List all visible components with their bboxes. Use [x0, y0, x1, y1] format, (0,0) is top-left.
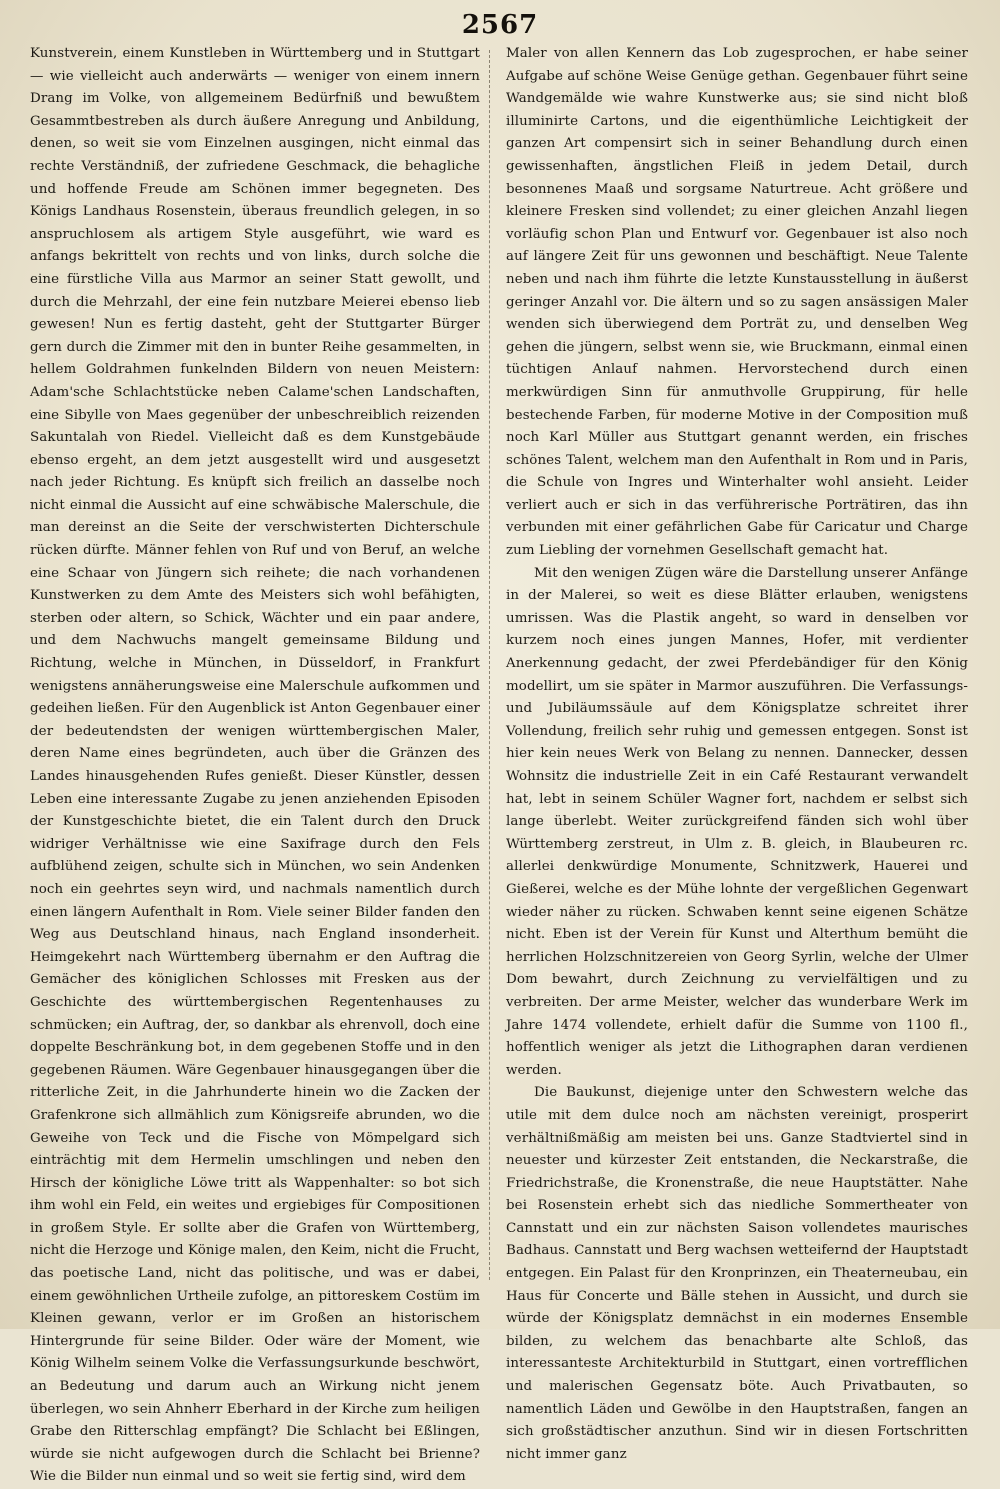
page-number: 2567 — [461, 10, 539, 40]
left-paragraph-1: Kunstverein, einem Kunstleben in Württemberg und in Stuttgart — wie vielleicht auch anderwärts — weniger von einem innern Drang im Volke, von allgemeinem Bedürfniß und bewußtem Gesammtbestreben als durch äußere Anregung und Anbildung, denen, so weit sie vom Einzelnen ausgingen, nicht einmal das rechte Verständniß, der zufriedene Geschmack, die behagliche und hoffende Freude am Schönen immer begegneten. Des Königs Landhaus Rosenstein, überaus freundlich gelegen, in so anspruchlosem als artigem Style ausgeführt, wie ward es anfangs bekrittelt von rechts und von links, durch solche die eine fürstliche Villa aus Marmor an seiner Statt gewollt, und durch die Mehrzahl, der eine fein nutzbare Meierei ebenso lieb gewesen! Nun es fertig dasteht, geht der Stuttgarter Bürger gern durch die Zimmer mit den in bunter Reihe gesammelten, in hellem Goldrahmen funkelnden Bildern von neuen Meistern: Adam'sche Schlachtstücke neben Calame'schen Landschaften, eine Sibylle von Maes gegenüber der unbeschreiblich reizenden Sakuntalah von Riedel. Vielleicht daß es dem Kunstgebäude ebenso ergeht, an dem jetzt ausgestellt wird und ausgesetzt nach jeder Richtung. Es knüpft sich freilich an dasselbe noch nicht einmal die Aussicht auf eine schwäbische Malerschule, die man dereinst an die Seite der verschwisterten Dichterschule rücken dürfte. Männer fehlen von Ruf und von Beruf, an welche eine Schaar von Jüngern sich reihete; die nach vorhandenen Kunstwerken zu dem Amte des Meisters sich wohl befähigten, sterben oder altern, so Schick, Wächter und ein paar andere, und dem Nachwuchs mangelt gemeinsame Bildung und Richtung, welche in München, in Düsseldorf, in Frankfurt wenigstens annäherungsweise eine Malerschule aufkommen und gedeihen ließen. Für den Augenblick ist Anton Gegenbauer einer der bedeutendsten der wenigen württembergischen Maler, deren Name eines begründeten, auch über die Gränzen des Landes hinausgehenden Rufes genießt. Dieser Künstler, dessen Leben eine interessante Zugabe zu jenen anziehenden Episoden der Kunstgeschichte bietet, die ein Talent durch den Druck widriger Verhältnisse wie eine Saxifrage durch den Fels aufblühend zeigen, schulte sich in München, wo sein Andenken noch ein geehrtes seyn wird, und nachmals namentlich durch einen längern Aufenthalt in Rom. Viele seiner Bilder fanden den Weg aus Deutschland hinaus, nach England insonderheit. Heimgekehrt nach Württemberg übernahm er den Auftrag die Gemächer des königlichen Schlosses mit Fresken aus der Geschichte des württembergischen Regentenhauses zu schmücken; ein Auftrag, der, so dankbar als ehrenvoll, doch eine doppelte Beschränkung bot, in dem gegebenen Stoffe und in den gegebenen Räumen. Wäre Gegenbauer hinausgegangen über die ritterliche Zeit, in die Jahrhunderte hinein wo die Zacken der Grafenkrone sich allmählich zum Königsreife abrunden, wo die Geweihe von Teck und die Fische von Mömpelgard sich einträchtig mit dem Hermelin umschlingen und neben den Hirsch der königliche Löwe tritt als Wappenhalter: so bot sich ihm wohl ein Feld, ein weites und ergiebiges für Compositionen in großem Style. Er sollte aber die Grafen von Württemberg, nicht die Herzoge und Könige malen, den Keim, nicht die Frucht, das poetische Land, nicht das politische, und was er dabei, einem gewöhnlichen Urtheile zufolge, an pittoreskem Costüm im Kleinen gewann, verlor er im Großen an historischem Hintergrunde für seine Bilder. Oder wäre der Moment, wie König Wilhelm seinem Volke die Verfassungsurkunde beschwört, an Bedeutung und darum auch an Wirkung nicht jenem überlegen, wo sein Ahnherr Eberhard in der Kirche zum heiligen Grabe den Ritterschlag empfängt? Die Schlacht bei Eßlingen, würde sie nicht aufgewogen durch die Schlacht bei Brienne? Wie die Bilder nun einmal und so weit sie fertig sind, wird dem — [30, 46, 480, 1485]
column-divider — [489, 50, 490, 1280]
right-column — [506, 43, 968, 1466]
right-paragraph-3: Die Baukunst, diejenige unter den Schwestern welche das utile mit dem dulce noch am nächsten vereinigt, prosperirt verhältnißmäßig am meisten bei uns. Ganze Stadtviertel sind in neuester und kürzester Zeit entstanden, die Neckarstraße, die Friedrichstraße, die Kronenstraße, die neue Hauptstätter. Nahe bei Rosenstein erhebt sich das niedliche Sommertheater von Cannstatt und ein zur nächsten Saison vollendetes maurisches Badhaus. Cannstatt und Berg wachsen wetteifernd der Hauptstadt entgegen. Ein Palast für den Kronprinzen, ein Theaterneubau, ein Haus für Concerte und Bälle stehen in Aussicht, und durch sie würde der Königsplatz demnächst in ein modernes Ensemble bilden, zu welchem das benachbarte alte Schloß, das interessanteste Architekturbild in Stuttgart, einen vortrefflichen und malerischen Gegensatz böte. Auch Privatbauten, so namentlich Läden und Gewölbe in den Hauptstraßen, fangen an sich großstädtischer anzuthun. Sind wir in diesen Fortschritten nicht immer ganz — [506, 1085, 968, 1462]
left-column — [30, 43, 480, 1489]
right-paragraph-1: Maler von allen Kennern das Lob zugesprochen, er habe seiner Aufgabe auf schöne Weise Genüge gethan. Gegenbauer führt seine Wandgemälde wie wahre Kunstwerke aus; sie sind nicht bloß illuminirte Cartons, und die eigenthümliche Leichtigkeit der ganzen Art compensirt sich in seiner Behandlung durch einen gewissenhaften, ängstlichen Fleiß in jedem Detail, durch besonnenes Maaß und sorgsame Naturtreue. Acht größere und kleinere Fresken sind vollendet; zu einer gleichen Anzahl liegen vorläufig schon Plan und Entwurf vor. Gegenbauer ist also noch auf längere Zeit für uns gewonnen und beschäftigt. Neue Talente neben und nach ihm führte die letzte Kunstausstellung in äußerst geringer Anzahl vor. Die ältern und so zu sagen ansässigen Maler wenden sich überwiegend dem Porträt zu, und denselben Weg gehen die jüngern, selbst wenn sie, wie Bruckmann, einmal einen tüchtigen Anlauf nahmen. Hervorstechend durch einen merkwürdigen Sinn für anmuthvolle Gruppirung, für helle bestechende Farben, für moderne Motive in der Composition muß noch Karl Müller aus Stuttgart genannt werden, ein frisches schönes Talent, welchem man den Aufenthalt in Rom und in Paris, die Schule von Ingres und Winterhalter wohl ansieht. Leider verliert auch er sich in das verführerische Porträtiren, das ihn verbunden mit einer gefährlichen Gabe für Caricatur und Charge zum Liebling der vornehmen Gesellschaft gemacht hat. — [506, 46, 968, 559]
right-paragraph-2: Mit den wenigen Zügen wäre die Darstellung unserer Anfänge in der Malerei, so weit es diese Blätter erlauben, wenigstens umrissen. Was die Plastik angeht, so ward in denselben vor kurzem noch eines jungen Mannes, Hofer, mit verdienter Anerkennung gedacht, der zwei Pferdebändiger für den König modellirt, um sie später in Marmor auszuführen. Die Verfassungs- und Jubiläumssäule auf dem Königsplatze schreitet ihrer Vollendung, freilich sehr ruhig und gemessen entgegen. Sonst ist hier kein neues Werk von Belang zu nennen. Dannecker, dessen Wohnsitz die industrielle Zeit in ein Café Restaurant verwandelt hat, lebt in seinem Schüler Wagner fort, nachdem er selbst sich lange überlebt. Weiter zurückgreifend fänden sich wohl über Württemberg zerstreut, in Ulm z. B. gleich, in Blaubeuren rc. allerlei denkwürdige Monumente, Schnitzwerk, Hauerei und Gießerei, welche es der Mühe lohnte der vergeßlichen Gegenwart wieder näher zu rücken. Schwaben kennt seine eigenen Schätze nicht. Eben ist der Verein für Kunst und Alterthum bemüht die herrlichen Holzschnitzereien von Georg Syrlin, welche der Ulmer Dom bewahrt, durch Zeichnung zu vervielfältigen und zu verbreiten. Der arme Meister, welcher das wunderbare Werk im Jahre 1474 vollendete, erhielt dafür die Summe von 1100 fl., hoffentlich weniger als jetzt die Lithographen daran verdienen werden. — [506, 565, 968, 1078]
